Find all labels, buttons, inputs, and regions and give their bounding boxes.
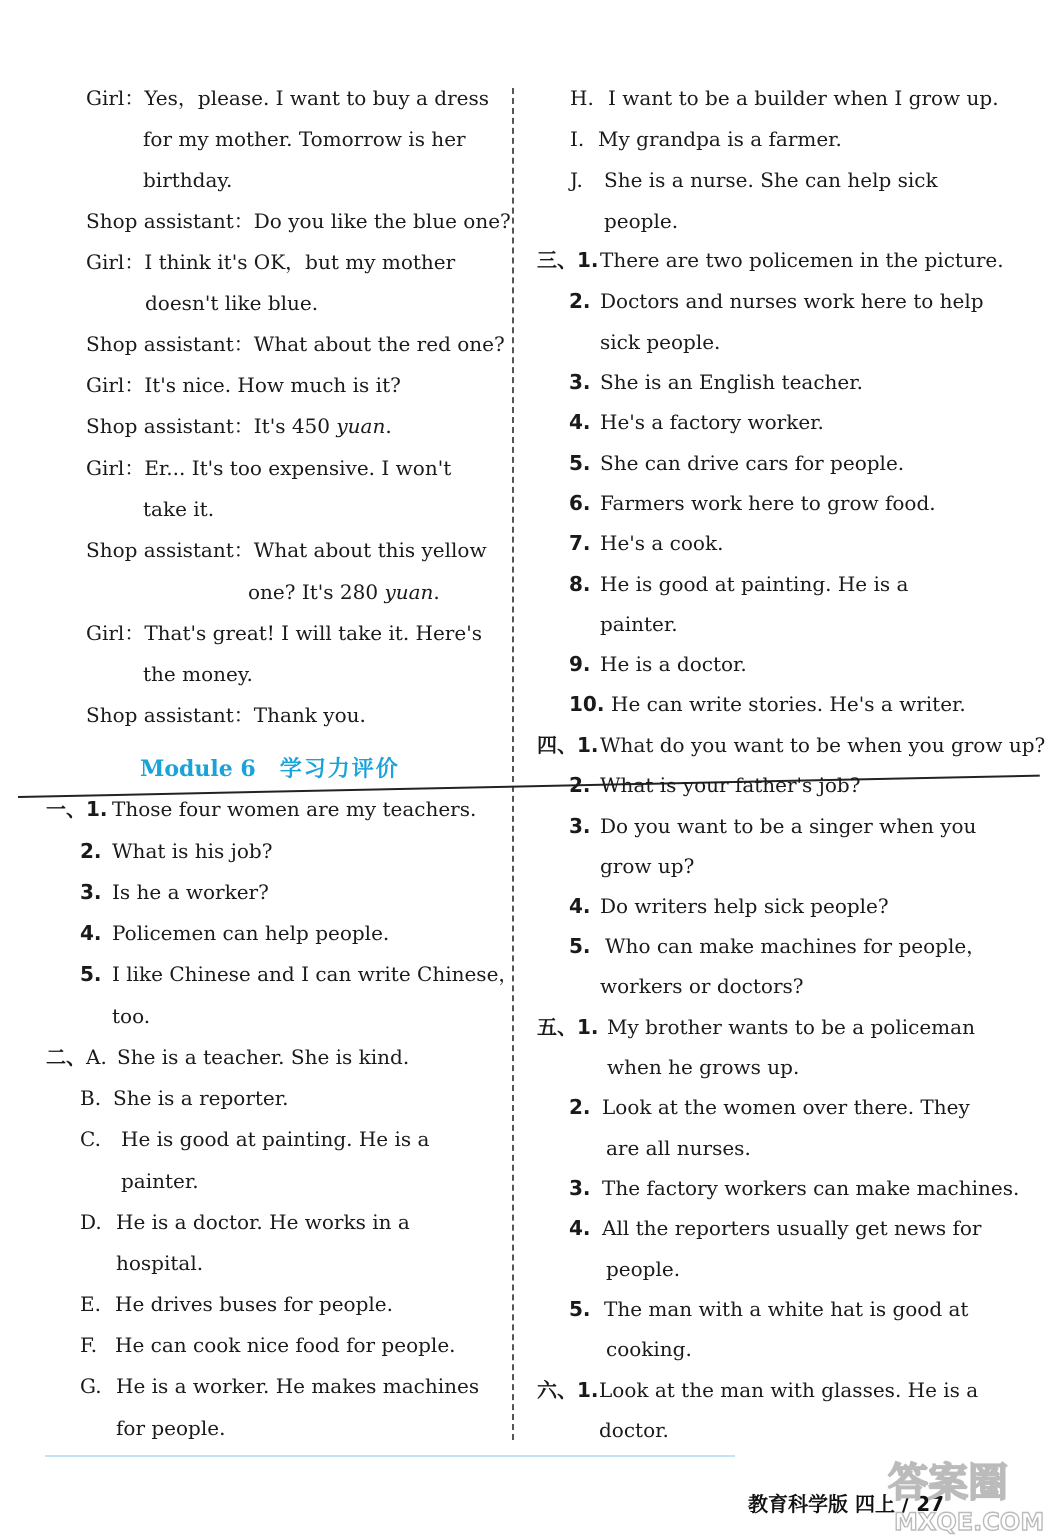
answer-text: when he grows up.: [607, 1055, 800, 1079]
item-number: 5.: [569, 451, 591, 475]
answer-label: [569, 370, 591, 394]
answer-label: [537, 733, 599, 757]
item-number: 3.: [569, 1176, 591, 1200]
answer-label: [80, 1374, 102, 1398]
answer-text: Look at the women over there. They: [602, 1095, 970, 1119]
answer-label: [569, 814, 591, 838]
answer-text: He can cook nice food for people.: [115, 1333, 456, 1357]
answer-text: He can write stories. He's a writer.: [611, 692, 966, 716]
answer-label: [569, 652, 591, 676]
answer-text: too.: [112, 1004, 151, 1028]
answer-text: He drives buses for people.: [115, 1292, 393, 1316]
answer-text: What do you want to be when you grow up?: [600, 733, 1046, 757]
watermark-cn: 答案圈: [888, 1460, 1008, 1506]
answer-text: What is your father's job?: [600, 773, 861, 797]
currency-word: yuan: [336, 414, 386, 438]
answer-label: [569, 894, 591, 918]
answer-text: Look at the man with glasses. He is a: [599, 1378, 979, 1402]
item-letter: B.: [80, 1086, 102, 1110]
item-number: 2.: [569, 1095, 591, 1119]
answer-label: [46, 797, 108, 821]
item-number: 10.: [569, 692, 605, 716]
dialogue-line: [86, 209, 511, 233]
answer-label: [569, 934, 591, 958]
answer-text: The man with a white hat is good at: [604, 1297, 969, 1321]
answer-text: Is he a worker?: [112, 880, 269, 904]
item-number: 4.: [569, 894, 591, 918]
item-number: 1.: [577, 1015, 599, 1039]
item-letter: I.: [570, 127, 585, 151]
answer-label: [80, 880, 102, 904]
answer-text: My brother wants to be a policeman: [607, 1015, 975, 1039]
answer-label: [80, 921, 102, 945]
item-letter: C.: [80, 1127, 101, 1151]
item-number: 1.: [577, 1378, 599, 1402]
answer-text: She is a nurse. She can help sick: [604, 168, 938, 192]
item-number: 9.: [569, 652, 591, 676]
answer-text: There are two policemen in the picture.: [600, 248, 1004, 272]
answer-text: Policemen can help people.: [112, 921, 390, 945]
answer-label: [570, 127, 584, 151]
answer-text: workers or doctors?: [600, 974, 804, 998]
answer-label: [569, 1176, 591, 1200]
dialogue-line: [86, 621, 482, 645]
answer-label: [569, 410, 591, 434]
answer-text: grow up?: [600, 854, 695, 878]
dialogue-line: [143, 168, 232, 192]
item-number: 3.: [569, 370, 591, 394]
item-letter: D.: [80, 1210, 102, 1234]
answer-text: He is a doctor.: [600, 652, 747, 676]
answer-text: What is his job?: [112, 839, 273, 863]
dialogue-line: [86, 86, 489, 110]
dialogue-line: [86, 250, 455, 274]
section-number: 五、: [537, 1015, 577, 1039]
answer-text: people.: [606, 1257, 681, 1281]
dialogue-line: [143, 497, 214, 521]
dialogue-text: Shop assistant：Thank you.: [86, 703, 366, 727]
item-number: 5.: [80, 962, 102, 986]
answer-label: [80, 1127, 101, 1151]
answer-text: Farmers work here to grow food.: [600, 491, 936, 515]
answer-label: [569, 451, 591, 475]
item-number: 6.: [569, 491, 591, 515]
answer-text: My grandpa is a farmer.: [598, 127, 842, 151]
answer-text: She is a teacher. She is kind.: [117, 1045, 410, 1069]
item-letter: F.: [80, 1333, 98, 1357]
module-title: [140, 752, 400, 783]
section-number: 一、: [46, 797, 86, 821]
answer-text: He's a factory worker.: [600, 410, 824, 434]
answer-label: [570, 168, 583, 192]
item-number: 4.: [569, 1216, 591, 1240]
item-number: 2.: [569, 773, 591, 797]
item-number: 5.: [569, 1297, 591, 1321]
answer-text: painter.: [121, 1169, 199, 1193]
column-divider: [512, 88, 514, 1440]
answer-label: [537, 1378, 599, 1402]
item-letter: G.: [80, 1374, 102, 1398]
answer-label: [569, 1095, 591, 1119]
item-number: 3.: [80, 880, 102, 904]
answer-label: [569, 491, 591, 515]
page-footer: 教育科学版 四上 / 27: [748, 1492, 945, 1516]
item-letter: H.: [570, 86, 594, 110]
answer-label: [537, 1015, 599, 1039]
dialogue-line: [143, 127, 466, 151]
dialogue-line: [86, 414, 392, 438]
answer-label: [569, 773, 591, 797]
item-number: 4.: [80, 921, 102, 945]
footer-rule: [45, 1455, 735, 1457]
answer-text: Do you want to be a singer when you: [600, 814, 977, 838]
answer-text: people.: [604, 209, 679, 233]
dialogue-text: Girl：Er... It's too expensive. I won't: [86, 456, 452, 480]
answer-text: The factory workers can make machines.: [602, 1176, 1020, 1200]
answer-label: [537, 248, 599, 272]
item-number: 1.: [577, 248, 599, 272]
item-number: 2.: [569, 289, 591, 313]
answer-text: sick people.: [600, 330, 721, 354]
currency-word: yuan: [384, 580, 434, 604]
answer-label: [569, 572, 591, 596]
dialogue-line: [86, 456, 451, 480]
answer-text: He's a cook.: [600, 531, 724, 555]
section-number: 三、: [537, 248, 577, 272]
answer-label: [80, 1333, 97, 1357]
dialogue-punct: .: [385, 414, 392, 438]
answer-text: She can drive cars for people.: [600, 451, 905, 475]
dialogue-text: doesn't like blue.: [145, 291, 319, 315]
answer-text: I like Chinese and I can write Chinese，: [112, 962, 519, 986]
dialogue-text: Shop assistant：What about the red one?: [86, 332, 505, 356]
dialogue-text: one? It's 280: [248, 580, 385, 604]
answer-text: She is an English teacher.: [600, 370, 863, 394]
watermark-en: MXQE.COM: [894, 1508, 1045, 1536]
item-number: 1.: [86, 797, 108, 821]
dialogue-line: [86, 373, 401, 397]
dialogue-text: for my mother. Tomorrow is her: [143, 127, 466, 151]
answer-label: [569, 1297, 591, 1321]
dialogue-text: Girl：I think it's OK，but my mother: [86, 250, 456, 274]
item-letter: E.: [80, 1292, 101, 1316]
dialogue-text: Girl：Yes，please. I want to buy a dress: [86, 86, 490, 110]
dialogue-line: [86, 703, 366, 727]
section-number: 二、: [46, 1045, 86, 1069]
item-number: 2.: [80, 839, 102, 863]
item-number: 8.: [569, 572, 591, 596]
answer-text: She is a reporter.: [113, 1086, 289, 1110]
answer-label: [569, 289, 591, 313]
section-number: 四、: [537, 733, 577, 757]
item-number: 4.: [569, 410, 591, 434]
item-number: 7.: [569, 531, 591, 555]
answer-text: I want to be a builder when I grow up.: [608, 86, 999, 110]
dialogue-line: [248, 580, 440, 604]
dialogue-text: Girl：It's nice. How much is it?: [86, 373, 401, 397]
answer-text: He is good at painting. He is a: [121, 1127, 430, 1151]
dialogue-text: take it.: [143, 497, 215, 521]
answer-text: for people.: [116, 1416, 226, 1440]
answer-text: He is good at painting. He is a: [600, 572, 909, 596]
dialogue-text: Girl：That's great! I will take it. Here's: [86, 621, 482, 645]
item-number: 3.: [569, 814, 591, 838]
answer-text: cooking.: [606, 1337, 692, 1361]
answer-text: He is a worker. He makes machines: [116, 1374, 480, 1398]
dialogue-text: Shop assistant：What about this yellow: [86, 538, 487, 562]
dialogue-text: the money.: [143, 662, 253, 686]
answer-label: [80, 1210, 102, 1234]
module-title-cn: 学习力评价: [279, 757, 400, 782]
answer-label: [80, 962, 102, 986]
dialogue-text: Shop assistant：It's 450: [86, 414, 337, 438]
dialogue-punct: .: [433, 580, 440, 604]
item-letter: J.: [570, 168, 583, 192]
dialogue-line: [86, 332, 505, 356]
answer-text: Do writers help sick people?: [600, 894, 889, 918]
section-number: 六、: [537, 1378, 577, 1402]
watermark-logo: [880, 1452, 1050, 1536]
answer-text: painter.: [600, 612, 678, 636]
answer-text: Those four women are my teachers.: [112, 797, 477, 821]
answer-label: [569, 692, 604, 716]
dialogue-line: [86, 538, 487, 562]
answer-text: are all nurses.: [606, 1136, 751, 1160]
answer-label: [569, 531, 591, 555]
dialogue-line: [143, 662, 253, 686]
answer-text: doctor.: [599, 1418, 669, 1442]
dialogue-text: birthday.: [143, 168, 233, 192]
answer-label: [569, 1216, 591, 1240]
answer-text: hospital.: [116, 1251, 204, 1275]
answer-label: [570, 86, 594, 110]
answer-text: Who can make machines for people，: [605, 934, 987, 958]
answer-text: Doctors and nurses work here to help: [600, 289, 984, 313]
item-number: 5.: [569, 934, 591, 958]
answer-label: [80, 1086, 101, 1110]
answer-label: [80, 1292, 101, 1316]
dialogue-line: [145, 291, 318, 315]
module-title-en: Module 6: [140, 756, 256, 782]
answer-label: [46, 1045, 107, 1069]
answer-text: All the reporters usually get news for: [602, 1216, 982, 1240]
answer-text: He is a doctor. He works in a: [116, 1210, 410, 1234]
item-letter: A.: [86, 1045, 107, 1069]
dialogue-text: Shop assistant：Do you like the blue one?: [86, 209, 511, 233]
answer-label: [80, 839, 102, 863]
item-number: 1.: [577, 733, 599, 757]
